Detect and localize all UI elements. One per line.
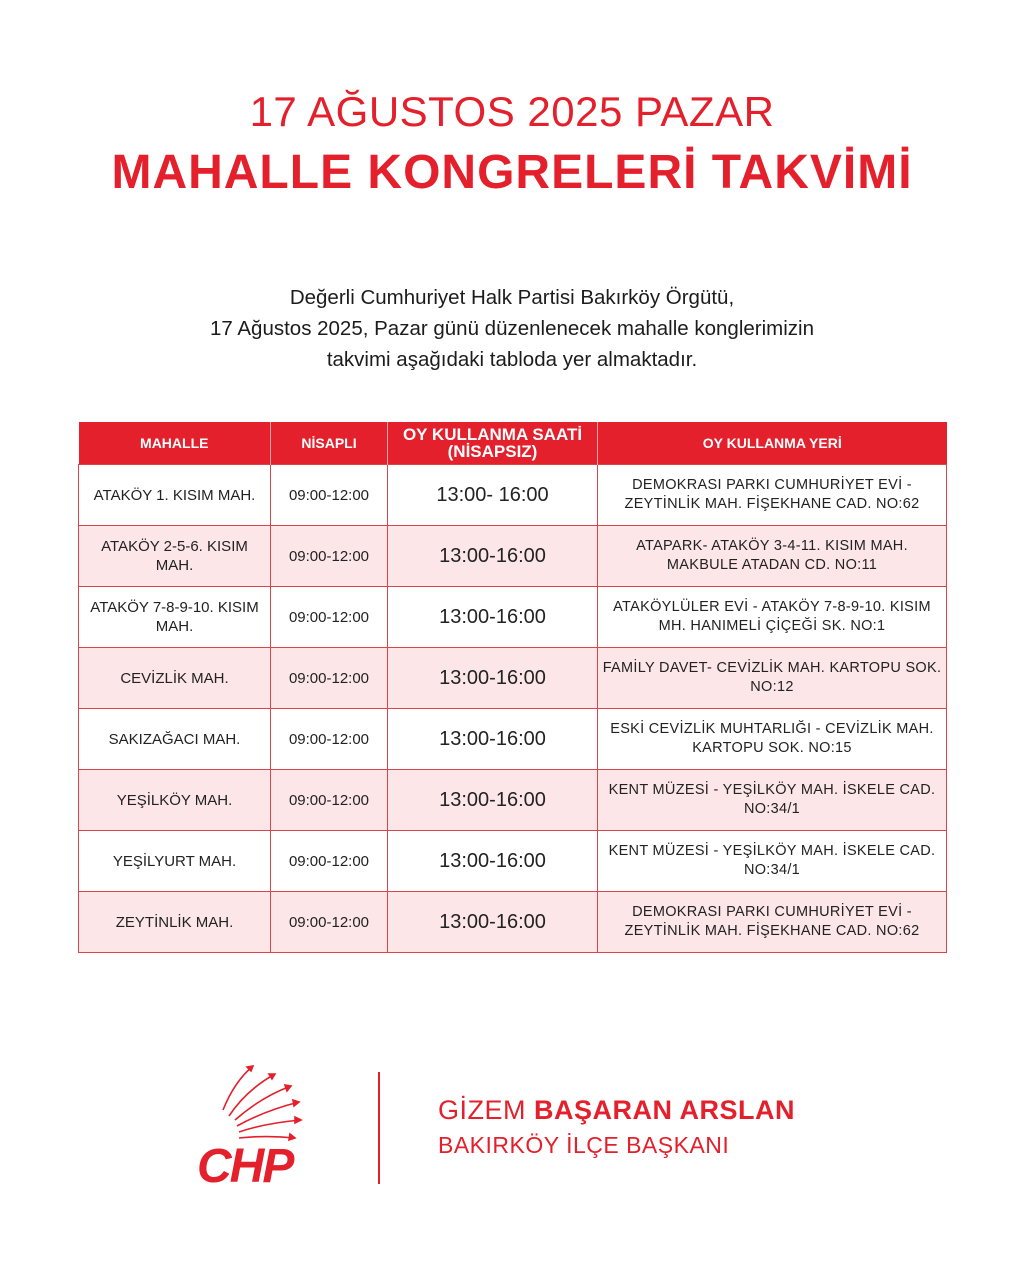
table-row	[79, 892, 947, 953]
cell-nisapli: 09:00-12:00	[271, 465, 388, 526]
footer-divider	[378, 1072, 380, 1184]
column-header-mahalle: MAHALLE	[79, 422, 271, 465]
signatory-surname: BAŞARAN ARSLAN	[534, 1095, 796, 1125]
intro-line: Değerli Cumhuriyet Halk Partisi Bakırköy Örgütü,	[289, 286, 735, 309]
cell-oy-saati: 13:00-16:00	[388, 770, 598, 831]
signatory-first-name: GİZEM	[438, 1095, 526, 1125]
cell-nisapli: 09:00-12:00	[271, 831, 388, 892]
cell-oy-saati: 13:00-16:00	[388, 587, 598, 648]
cell-nisapli: 09:00-12:00	[271, 648, 388, 709]
signatory-role: BAKIRKÖY İLÇE BAŞKANI	[438, 1132, 730, 1158]
cell-oy-saati: 13:00-16:00	[388, 709, 598, 770]
cell-oy-yeri: ATAKÖYLÜLER EVİ - ATAKÖY 7-8-9-10. KISIM MH. HANIMELİ ÇİÇEĞİ SK. NO:1	[598, 587, 947, 648]
column-header-oy-yeri: OY KULLANMA YERİ	[598, 422, 947, 465]
cell-oy-yeri: KENT MÜZESİ - YEŞİLKÖY MAH. İSKELE CAD. NO:34/1	[598, 770, 947, 831]
cell-oy-saati: 13:00-16:00	[388, 831, 598, 892]
cell-oy-saati: 13:00-16:00	[388, 526, 598, 587]
table-row	[79, 465, 947, 526]
intro-line: takvimi aşağıdaki tabloda yer almaktadır.	[326, 348, 698, 371]
chp-logo-text: CHP	[197, 1140, 293, 1188]
table-row	[79, 770, 947, 831]
table-row	[79, 587, 947, 648]
cell-mahalle: ATAKÖY 1. KISIM MAH.	[79, 465, 271, 526]
chp-logo	[195, 1058, 330, 1188]
cell-oy-saati: 13:00-16:00	[388, 892, 598, 953]
cell-mahalle: ZEYTİNLİK MAH.	[79, 892, 271, 953]
cell-mahalle: YEŞİLKÖY MAH.	[79, 770, 271, 831]
page-title: MAHALLE KONGRELERİ TAKVİMİ	[111, 146, 913, 199]
cell-oy-yeri: DEMOKRASI PARKI CUMHURİYET EVİ - ZEYTİNLİK MAH. FİŞEKHANE CAD. NO:62	[598, 892, 947, 953]
cell-nisapli: 09:00-12:00	[271, 709, 388, 770]
cell-oy-yeri: FAMİLY DAVET- CEVİZLİK MAH. KARTOPU SOK. NO:12	[598, 648, 947, 709]
cell-mahalle: ATAKÖY 2-5-6. KISIM MAH.	[79, 526, 271, 587]
signature-block	[438, 1095, 795, 1159]
table-row	[79, 831, 947, 892]
cell-oy-yeri: ATAPARK- ATAKÖY 3-4-11. KISIM MAH. MAKBULE ATADAN CD. NO:11	[598, 526, 947, 587]
intro-text	[0, 282, 1024, 375]
cell-mahalle: YEŞİLYURT MAH.	[79, 831, 271, 892]
date-heading: 17 AĞUSTOS 2025 PAZAR	[249, 88, 775, 135]
cell-nisapli: 09:00-12:00	[271, 892, 388, 953]
cell-oy-saati: 13:00-16:00	[388, 648, 598, 709]
table-row	[79, 526, 947, 587]
column-header-oy-saati: OY KULLANMA SAATİ (NİSAPSIZ)	[388, 422, 598, 465]
table-row	[79, 709, 947, 770]
table-row	[79, 648, 947, 709]
table-header-row	[79, 422, 947, 465]
cell-nisapli: 09:00-12:00	[271, 587, 388, 648]
signatory-name	[438, 1095, 795, 1126]
cell-oy-saati: 13:00- 16:00	[388, 465, 598, 526]
six-arrows-icon	[223, 1066, 301, 1140]
cell-nisapli: 09:00-12:00	[271, 770, 388, 831]
cell-mahalle: ATAKÖY 7-8-9-10. KISIM MAH.	[79, 587, 271, 648]
cell-nisapli: 09:00-12:00	[271, 526, 388, 587]
cell-oy-yeri: DEMOKRASI PARKI CUMHURİYET EVİ - ZEYTİNLİK MAH. FİŞEKHANE CAD. NO:62	[598, 465, 947, 526]
cell-oy-yeri: ESKİ CEVİZLİK MUHTARLIĞI - CEVİZLİK MAH. KARTOPU SOK. NO:15	[598, 709, 947, 770]
cell-oy-yeri: KENT MÜZESİ - YEŞİLKÖY MAH. İSKELE CAD. NO:34/1	[598, 831, 947, 892]
cell-mahalle: CEVİZLİK MAH.	[79, 648, 271, 709]
intro-line: 17 Ağustos 2025, Pazar günü düzenlenecek mahalle konglerimizin	[210, 317, 814, 340]
cell-mahalle: SAKIZAĞACI MAH.	[79, 709, 271, 770]
column-header-nisapli: NİSAPLI	[271, 422, 388, 465]
congress-schedule-table	[78, 422, 947, 953]
